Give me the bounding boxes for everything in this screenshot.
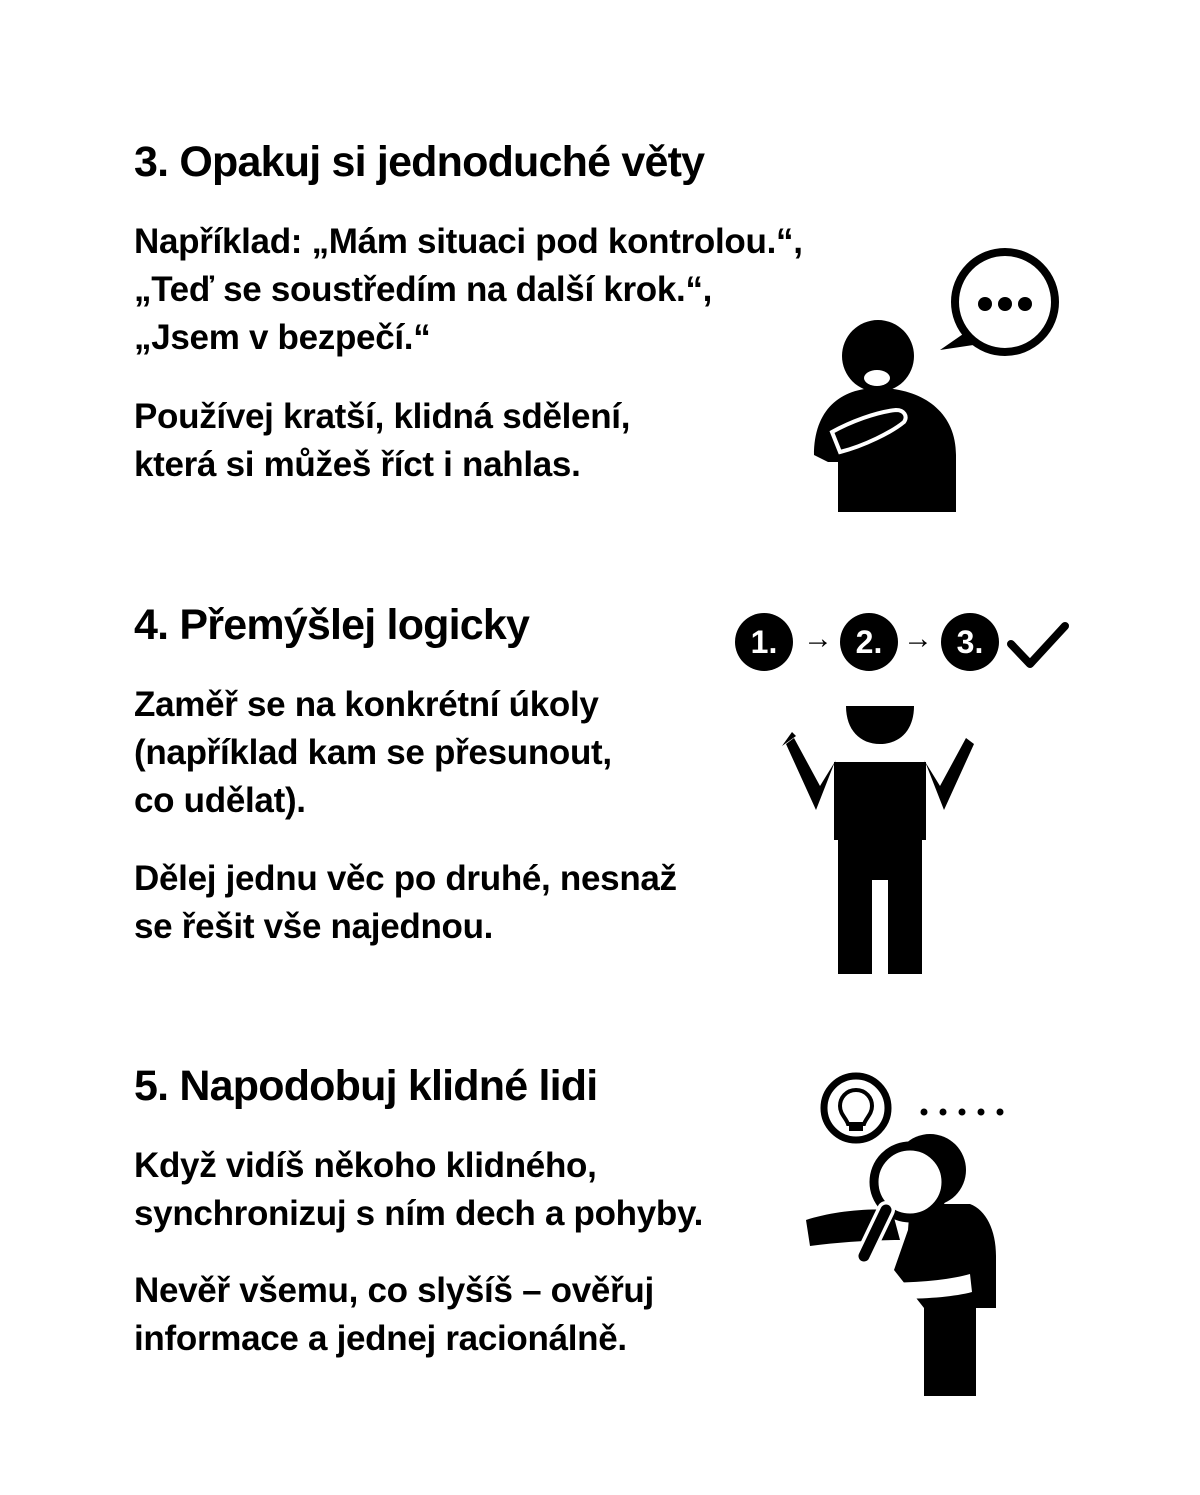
person-speaking-icon: [780, 240, 1080, 520]
steps-sequence: [730, 608, 1080, 678]
section-4-paragraph-2: Dělej jednu věc po druhé, nesnaž se řešit vše najednou.: [134, 859, 677, 946]
lightbulb-icon: [824, 1076, 888, 1140]
speech-bubble-icon: [940, 252, 1055, 352]
section-5-paragraph-2: Nevěř všemu, co slyšíš – ověřuj informace a jednej racionálně.: [134, 1271, 654, 1358]
section-3-heading: 3. Opakuj si jednoduché věty: [134, 138, 705, 186]
svg-text:1.: 1.: [750, 624, 778, 660]
ellipsis-dots: [921, 1109, 1004, 1116]
arrow-right-icon: →: [903, 622, 933, 655]
step-2-badge: [840, 613, 898, 671]
checkmark-icon: [1011, 626, 1065, 664]
section-4-paragraph-1: Zaměř se na konkrétní úkoly (například kam se přesunout, co udělat).: [134, 685, 612, 820]
person-magnifier-icon: [800, 1070, 1030, 1400]
section-5-paragraph-1: Když vidíš někoho klidného, synchronizuj s ním dech a pohyby.: [134, 1146, 704, 1233]
section-3-paragraph-2: Používej kratší, klidná sdělení, která si můžeš říct i nahlas.: [134, 397, 631, 484]
section-5-heading: 5. Napodobuj klidné lidi: [134, 1062, 598, 1110]
section-4-heading: 4. Přemýšlej logicky: [134, 601, 530, 649]
person-thinking-icon: [780, 700, 980, 980]
svg-text:2.: 2.: [855, 624, 883, 660]
svg-text:3.: 3.: [956, 624, 984, 660]
step-1-badge: [735, 613, 793, 671]
section-3-paragraph-1: Například: „Mám situaci pod kontrolou.“, „Teď se soustředím na další krok.“, „Jsem v bezpečí.“: [134, 222, 803, 357]
step-3-badge: [941, 613, 999, 671]
arrow-right-icon: →: [803, 622, 833, 655]
